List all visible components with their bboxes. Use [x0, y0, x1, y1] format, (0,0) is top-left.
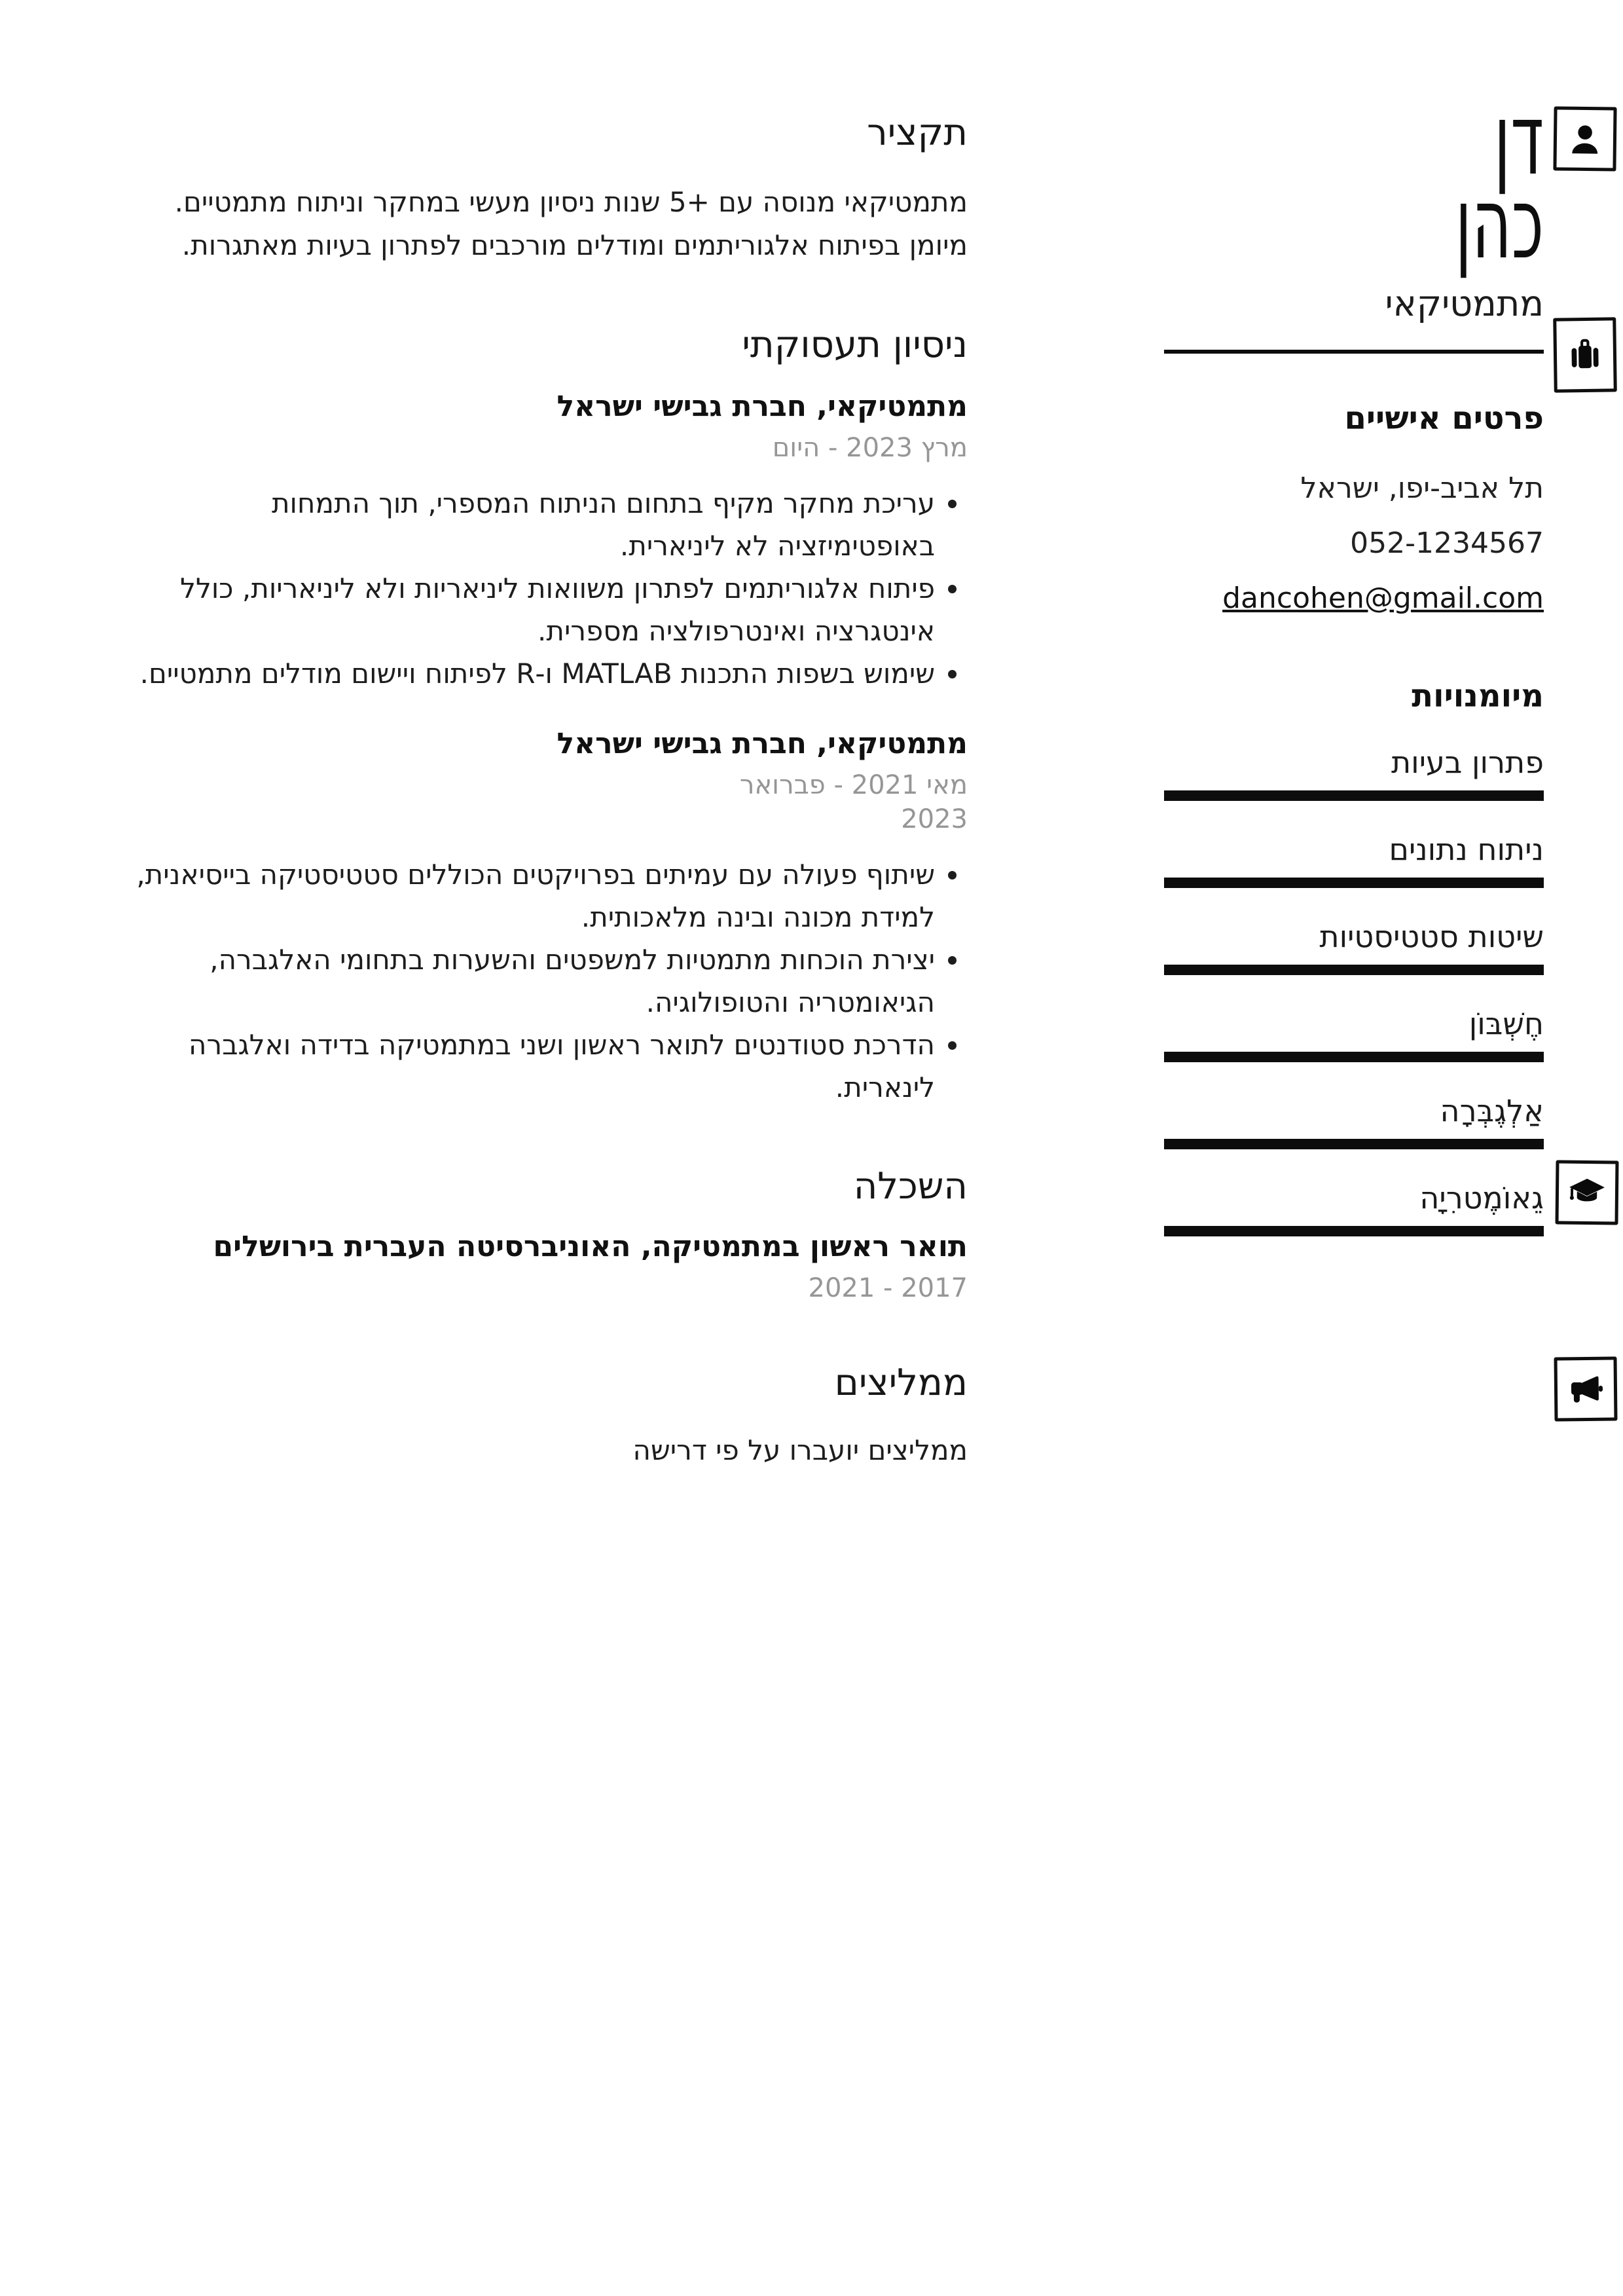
job-dates: מאי 2021 - פברואר 2023	[739, 770, 968, 834]
job-role: מתמטיקאי, חברת גבישי ישראל	[556, 727, 968, 760]
skill-bar-fill	[1164, 790, 1544, 801]
skill-label: פתרון בעיות	[1391, 745, 1544, 780]
personal-details-title: פרטים אישיים	[1344, 400, 1544, 437]
briefcase-icon	[1553, 317, 1617, 392]
skill-bar-fill	[1164, 878, 1544, 888]
job-entry	[130, 726, 968, 1109]
skill-item	[1164, 918, 1544, 975]
skill-item	[1164, 1005, 1544, 1062]
job-bullet-list	[130, 482, 968, 695]
skills-list	[1164, 744, 1544, 1236]
skill-bar-fill	[1164, 1139, 1544, 1149]
education-degree: תואר ראשון במתמטיקה, האוניברסיטה העברית בירושלים	[213, 1230, 968, 1263]
megaphone-icon	[1554, 1357, 1617, 1422]
main-column	[130, 113, 968, 1472]
job-entry	[130, 389, 968, 695]
skill-label: חֶשְׁבּוֹן	[1468, 1006, 1544, 1041]
graduation-cap-icon	[1555, 1160, 1618, 1225]
skill-label: אַלְגֶבְּרָה	[1440, 1093, 1544, 1128]
job-bullet: • עריכת מחקר מקיף בתחום הניתוח המספרי, תוך התמחות באופטימיזציה לא ליניארית.	[130, 482, 935, 567]
skill-item	[1164, 744, 1544, 801]
person-icon	[1553, 106, 1616, 171]
education-title: השכלה	[853, 1165, 968, 1208]
skills-title: מיומנויות	[1412, 678, 1544, 714]
skill-bar	[1164, 1139, 1544, 1149]
education-entry	[130, 1229, 968, 1305]
person-first-name: דן	[1493, 83, 1544, 197]
skill-label: שיטות סטטיסטיות	[1319, 919, 1544, 954]
experience-title: ניסיון תעסוקתי	[742, 324, 968, 366]
job-dates: מרץ 2023 - היום	[772, 433, 968, 463]
references-title: ממליצים	[834, 1361, 968, 1404]
skill-bar	[1164, 1226, 1544, 1236]
skill-bar	[1164, 790, 1544, 801]
job-bullet: • הדרכת סטודנטים לתואר ראשון ושני במתמטיקה בדידה ואלגברה לינארית.	[130, 1024, 935, 1109]
person-name	[1308, 83, 1544, 281]
skill-label: גֵאוֹמֶטרִיָה	[1419, 1180, 1544, 1215]
skill-bar	[1164, 1052, 1544, 1062]
skill-item	[1164, 1179, 1544, 1236]
sidebar	[1164, 83, 1544, 1267]
job-bullet: • שיתוף פעולה עם עמיתים בפרויקטים הכוללים סטטיסטיקה בייסיאנית, למידת מכונה ובינה מלאכותית.	[130, 853, 935, 938]
summary-title: תקציר	[867, 111, 968, 154]
contact-location: תל אביב-יפו, ישראל	[1300, 472, 1544, 505]
summary-text: מתמטיקאי מנוסה עם +5 שנות ניסיון מעשי במחקר וניתוח מתמטיים. מיומן בפיתוח אלגוריתמים ומודלים מורכבים לפתרון בעיות מאתגרות.	[174, 186, 968, 261]
skill-bar-fill	[1164, 1052, 1544, 1062]
skill-bar-fill	[1164, 1226, 1544, 1236]
job-bullet: • פיתוח אלגוריתמים לפתרון משוואות ליניאריות ולא ליניאריות, כולל אינטגרציה ואינטרפולציה מספרית.	[130, 567, 935, 652]
skill-bar	[1164, 965, 1544, 975]
contact-block	[1164, 461, 1544, 626]
references-text: ממליצים יועברו על פי דרישה	[632, 1434, 968, 1466]
skill-label: ניתוח נתונים	[1389, 832, 1544, 867]
skill-item	[1164, 1092, 1544, 1149]
contact-email-link[interactable]: dancohen@gmail.com	[1222, 582, 1544, 615]
job-bullet: • יצירת הוכחות מתמטיות למשפטים והשערות בתחומי האלגברה, הגיאומטריה והטופולוגיה.	[130, 938, 935, 1024]
job-bullet-list	[130, 853, 968, 1109]
person-last-name: כהן	[1455, 167, 1544, 281]
skill-bar	[1164, 878, 1544, 888]
contact-phone: 052-1234567	[1350, 527, 1544, 560]
education-dates: 2017 - 2021	[808, 1273, 968, 1303]
job-role: מתמטיקאי, חברת גבישי ישראל	[556, 390, 968, 423]
person-role: מתמטיקאי	[1385, 283, 1544, 324]
job-bullet: • שימוש בשפות התכנות MATLAB ו-R לפיתוח ויישום מודלים מתמטיים.	[130, 652, 935, 695]
skill-item	[1164, 831, 1544, 888]
skill-bar-fill	[1164, 965, 1544, 975]
sidebar-divider	[1164, 350, 1544, 354]
